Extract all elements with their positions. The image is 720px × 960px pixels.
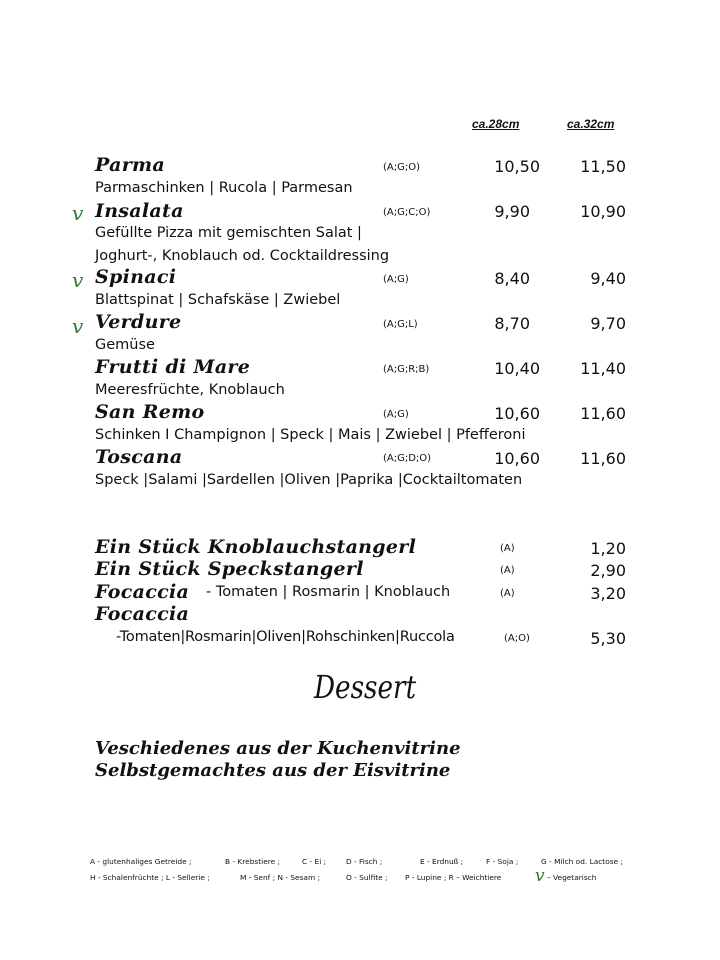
pizza-name: San Remo	[95, 401, 205, 423]
legend-entry: B - Krebstiere ;	[225, 857, 281, 866]
column-header-32cm: ca.32cm	[567, 117, 615, 131]
price-small: 10,60	[494, 404, 540, 423]
price-large: 9,40	[590, 269, 626, 288]
legend-entry: P - Lupine ; R – Weichtiere	[405, 873, 502, 882]
price-large: 11,60	[580, 404, 626, 423]
price-small: 8,40	[494, 269, 530, 288]
pizza-description: Joghurt-, Knoblauch od. Cocktaildressing	[95, 248, 390, 264]
price-small: 9,90	[494, 202, 530, 221]
column-header-28cm: ca.28cm	[472, 117, 520, 131]
dessert-line: Veschiedenes aus der Kuchenvitrine	[95, 738, 461, 759]
extra-price: 1,20	[590, 539, 626, 558]
extra-allergens: (A;O)	[504, 633, 530, 644]
extra-description: -Tomaten|Rosmarin|Oliven|Rohschinken|Ruccola	[116, 629, 455, 645]
pizza-allergens: (A;G)	[383, 409, 409, 420]
pizza-name: Verdure	[95, 311, 182, 333]
pizza-description: Meeresfrüchte, Knoblauch	[95, 382, 285, 398]
pizza-description: Speck |Salami |Sardellen |Oliven |Paprika |Cocktailtomaten	[95, 472, 523, 488]
legend-entry: O - Sulfite ;	[346, 873, 388, 882]
extra-name: Ein Stück Knoblauchstangerl	[95, 536, 417, 558]
price-small: 10,60	[494, 449, 540, 468]
price-large: 11,60	[580, 449, 626, 468]
pizza-description: Gemüse	[95, 337, 155, 353]
pizza-allergens: (A;G;R;B)	[383, 364, 430, 375]
pizza-allergens: (A;G;L)	[383, 319, 418, 330]
price-large: 11,40	[580, 359, 626, 378]
extra-allergens: (A)	[500, 588, 515, 599]
pizza-description: Gefüllte Pizza mit gemischten Salat |	[95, 225, 362, 241]
vegetarian-icon: v	[535, 866, 545, 886]
legend-entry: C - Ei ;	[302, 857, 327, 866]
extra-price: 2,90	[590, 561, 626, 580]
pizza-allergens: (A;G)	[383, 274, 409, 285]
legend-entry: – Vegetarisch	[547, 873, 597, 882]
price-small: 8,70	[494, 314, 530, 333]
pizza-allergens: (A;G;O)	[383, 162, 421, 173]
legend-entry: H - Schalenfrüchte ; L - Sellerie ;	[90, 873, 210, 882]
vegetarian-icon: v	[72, 201, 84, 225]
extra-name: Ein Stück Speckstangerl	[95, 558, 364, 580]
extra-name: Focaccia	[95, 581, 190, 603]
legend-entry: G - Milch od. Lactose ;	[541, 857, 623, 866]
pizza-description: Schinken I Champignon | Speck | Mais | Zwiebel | Pfefferoni	[95, 427, 526, 443]
pizza-description: Parmaschinken | Rucola | Parmesan	[95, 180, 353, 196]
extra-price: 5,30	[590, 629, 626, 648]
legend-entry: M - Senf ; N - Sesam ;	[240, 873, 321, 882]
extra-allergens: (A)	[500, 543, 515, 554]
price-small: 10,40	[494, 359, 540, 378]
dessert-title: Dessert	[314, 668, 417, 706]
extra-name: Focaccia	[95, 603, 190, 625]
legend-entry: D - Fisch ;	[346, 857, 383, 866]
price-large: 9,70	[590, 314, 626, 333]
pizza-name: Parma	[95, 154, 166, 176]
dessert-line: Selbstgemachtes aus der Eisvitrine	[95, 760, 451, 781]
legend-entry: A - glutenhaliges Getreide ;	[90, 857, 192, 866]
pizza-name: Spinaci	[95, 266, 177, 288]
legend-entry: E - Erdnuß ;	[420, 857, 464, 866]
pizza-allergens: (A;G;D;O)	[383, 453, 432, 464]
pizza-name: Insalata	[95, 200, 184, 222]
price-large: 11,50	[580, 157, 626, 176]
extra-price: 3,20	[590, 584, 626, 603]
pizza-name: Toscana	[95, 446, 183, 468]
vegetarian-icon: v	[72, 314, 84, 338]
pizza-description: Blattspinat | Schafskäse | Zwiebel	[95, 292, 341, 308]
pizza-name: Frutti di Mare	[95, 356, 251, 378]
price-large: 10,90	[580, 202, 626, 221]
legend-entry: F - Soja ;	[486, 857, 519, 866]
pizza-allergens: (A;G;C;O)	[383, 207, 431, 218]
price-small: 10,50	[494, 157, 540, 176]
vegetarian-icon: v	[72, 268, 84, 292]
extra-allergens: (A)	[500, 565, 515, 576]
extra-description: - Tomaten | Rosmarin | Knoblauch	[206, 584, 451, 600]
